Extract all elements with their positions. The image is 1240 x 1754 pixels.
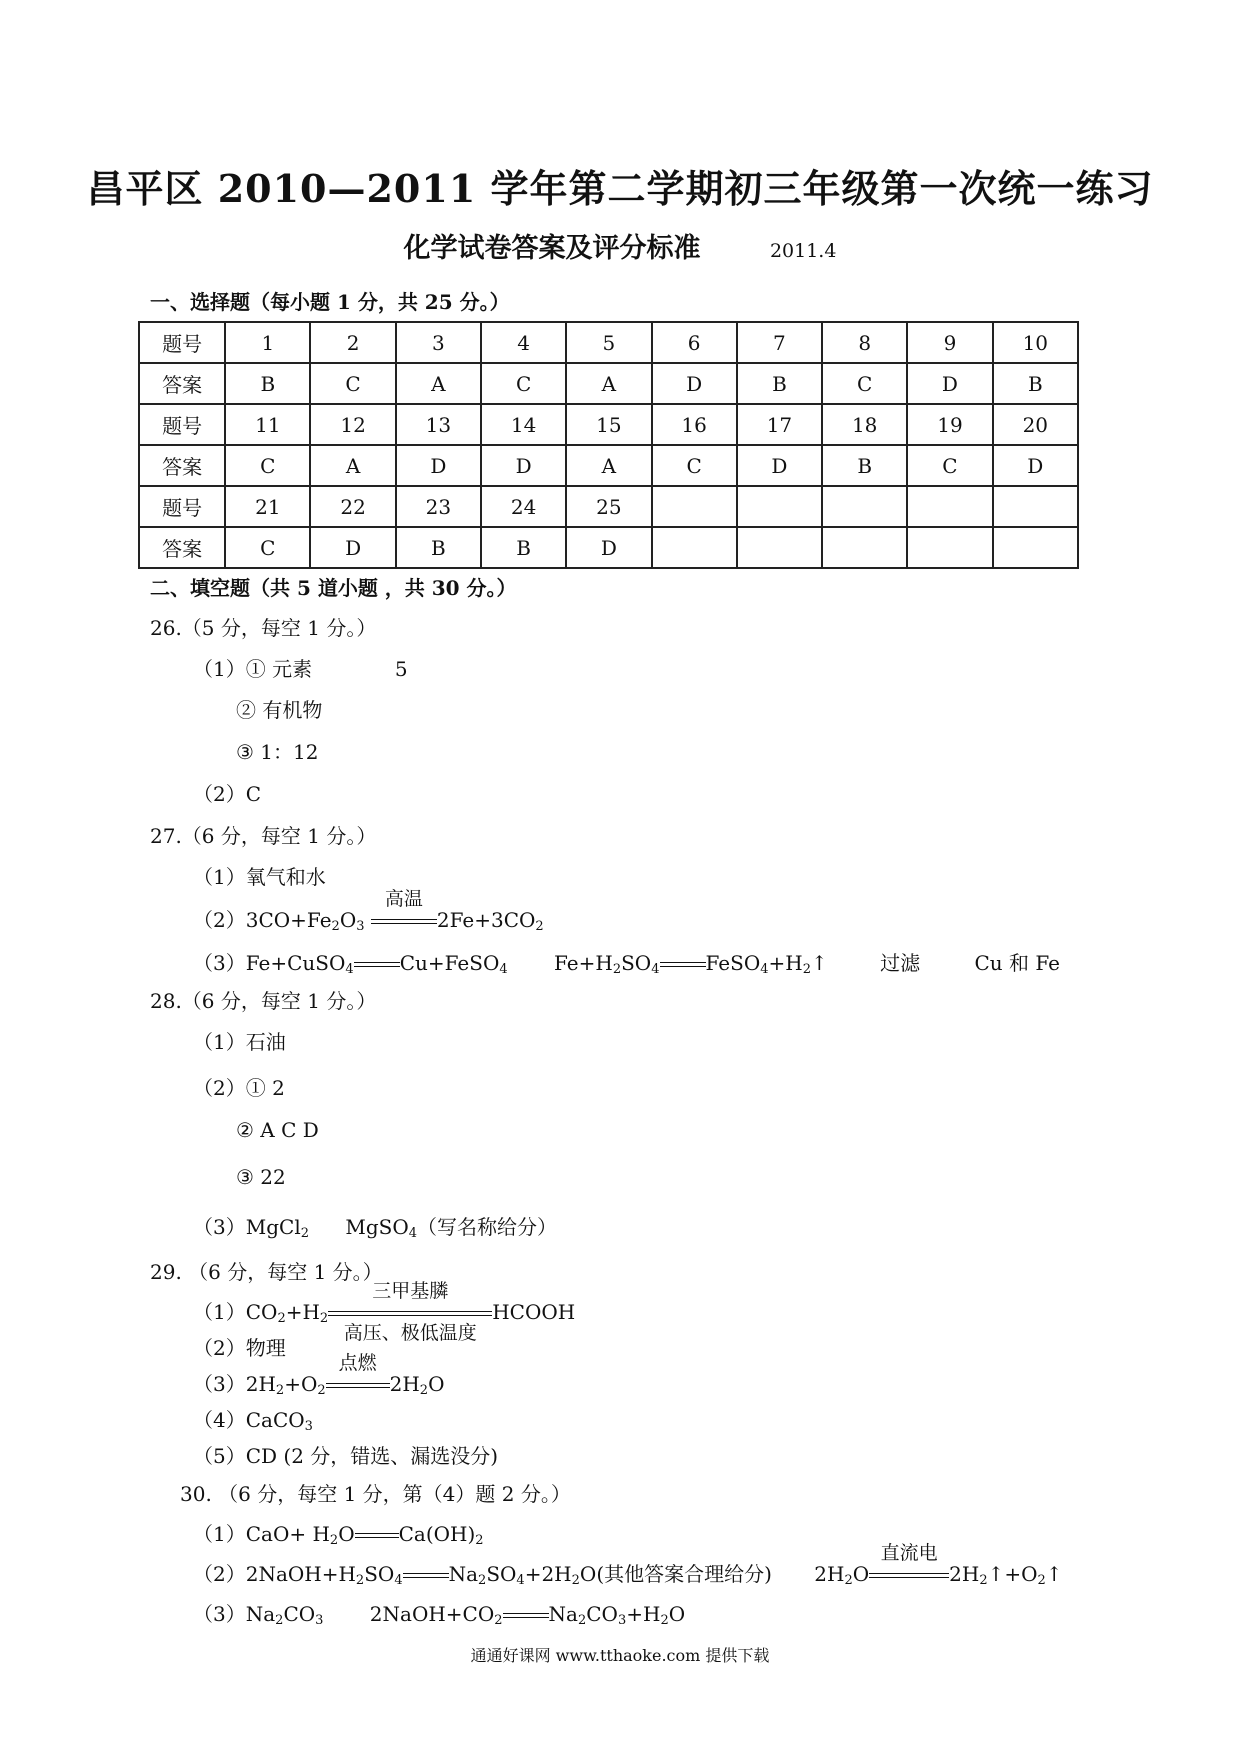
answer-cell: B <box>225 363 310 404</box>
condition-label: 高压、极低温度 <box>343 1322 477 1344</box>
reaction-condition: 直流电 <box>880 1542 938 1564</box>
answer-cell: A <box>310 445 395 486</box>
number-cell: 24 <box>481 486 566 527</box>
answer-cell: B <box>822 445 907 486</box>
subtitle-text: 化学试卷答案及评分标准 <box>403 233 701 264</box>
answer-cell: A <box>566 363 651 404</box>
number-cell: 6 <box>652 322 737 363</box>
q29-part4: （4）CaCO$_3$ <box>193 1408 313 1434</box>
q26-part1-value: 5 <box>394 657 408 681</box>
q27-part2-label: （2） <box>193 908 246 932</box>
answer-cell <box>652 527 737 568</box>
reaction-arrow <box>326 1352 390 1396</box>
number-cell: 10 <box>993 322 1078 363</box>
answer-cell: B <box>993 363 1078 404</box>
reaction-arrow <box>355 1522 399 1546</box>
number-cell: 9 <box>907 322 992 363</box>
table-row <box>139 527 1078 568</box>
q26-part1-label: （1）① 元素 <box>193 657 313 681</box>
q27-filter: 过滤 <box>880 951 921 975</box>
answer-cell: D <box>481 445 566 486</box>
footer-credit: 通通好课网 www.tthaoke.com 提供下载 <box>470 1646 770 1665</box>
answer-cell: C <box>822 363 907 404</box>
section-1-heading: 一、选择题（每小题 1 分，共 25 分。） <box>150 290 510 314</box>
number-cell: 4 <box>481 322 566 363</box>
q29-part3: $(3)2H_2+O_2$ 点燃 $2H_2O$ <box>193 1368 444 1398</box>
q29-part4-label: （4） <box>193 1408 246 1432</box>
number-row-label: 题号 <box>139 486 225 527</box>
number-cell <box>907 486 992 527</box>
table-row <box>139 445 1078 486</box>
number-row-label: 题号 <box>139 322 225 363</box>
q27-part3: （3）Fe+CuSO$_4$ Cu+FeSO$_4$ $Fe+H_2SO_4$ $FeSO_4+H_2↑$ 过滤 Cu 和 Fe <box>193 951 1060 977</box>
answer-row-label: 答案 <box>139 527 225 568</box>
q28-part2-b: ② A C D <box>236 1118 319 1142</box>
q30-part3: $(3)Na_2CO_3$ $2NaOH+CO_2$ $Na_2CO_3+H_2O$ <box>193 1602 686 1628</box>
answer-cell: D <box>652 363 737 404</box>
answer-cell: B <box>737 363 822 404</box>
page-title: 昌平区 2010—2011 学年第二学期初三年级第一次统一练习 <box>86 166 1154 211</box>
q29-part5: （5）CD (2 分，错选、漏选没分) <box>193 1444 499 1468</box>
q26-part1-c: ③ 1：12 <box>236 740 319 764</box>
number-cell: 13 <box>396 404 481 445</box>
q30-part1: $(1)CaO+ H_2O$ $Ca(OH)_2$ <box>193 1522 484 1548</box>
answer-cell: D <box>566 527 651 568</box>
q27-metals: Cu 和 Fe <box>974 951 1060 975</box>
number-cell: 3 <box>396 322 481 363</box>
number-cell: 16 <box>652 404 737 445</box>
catalyst-label: 三甲基膦 <box>372 1280 449 1302</box>
q26-part2: （2）C <box>193 782 262 806</box>
answer-cell <box>822 527 907 568</box>
reaction-arrow <box>869 1542 949 1586</box>
exam-date: 2011.4 <box>769 240 837 262</box>
answer-cell <box>737 527 822 568</box>
number-cell: 2 <box>310 322 395 363</box>
number-cell: 25 <box>566 486 651 527</box>
q26-heading: 26.（5 分，每空 1 分。） <box>150 616 377 640</box>
q27-part1: （1）氧气和水 <box>193 865 326 889</box>
number-row-label: 题号 <box>139 404 225 445</box>
number-cell: 5 <box>566 322 651 363</box>
answer-cell: D <box>993 445 1078 486</box>
number-cell: 19 <box>907 404 992 445</box>
reaction-arrow <box>354 951 400 975</box>
number-cell <box>822 486 907 527</box>
number-cell: 18 <box>822 404 907 445</box>
q28-part1: （1）石油 <box>193 1030 286 1054</box>
number-cell: 12 <box>310 404 395 445</box>
reaction-condition: 高温 <box>384 888 423 910</box>
number-cell: 15 <box>566 404 651 445</box>
number-cell: 22 <box>310 486 395 527</box>
q28-part3: （3）MgCl$_2$ MgSO$_4$（写名称给分） <box>193 1215 558 1241</box>
q30-heading: 30. （6 分，每空 1 分，第（4）题 2 分。） <box>180 1482 571 1506</box>
answer-cell: A <box>566 445 651 486</box>
q29-part1-label: （1） <box>193 1300 246 1324</box>
number-cell: 17 <box>737 404 822 445</box>
answer-cell <box>907 527 992 568</box>
q30-part3-label: （3） <box>193 1602 246 1626</box>
q26-part1-b: ② 有机物 <box>236 698 323 722</box>
reaction-arrow <box>503 1602 549 1626</box>
answer-cell: C <box>907 445 992 486</box>
answer-cell: D <box>907 363 992 404</box>
q30-part2-label: （2） <box>193 1562 246 1586</box>
q29-part2: （2）物理 <box>193 1336 286 1360</box>
q27-part2: $(2)3CO+Fe_2O_3$ 高温 $2Fe+3CO_2$ <box>193 904 544 934</box>
answer-cell: D <box>396 445 481 486</box>
q28-part2-c: ③ 22 <box>236 1165 286 1189</box>
q29-heading: 29. （6 分，每空 1 分。） <box>150 1260 383 1284</box>
reaction-arrow <box>403 1562 449 1586</box>
q27-part3-label: （3） <box>193 951 246 975</box>
q30-part2-note: (其他答案合理给分) <box>596 1562 772 1586</box>
reaction-arrow <box>371 888 437 932</box>
answer-row-label: 答案 <box>139 363 225 404</box>
number-cell <box>993 486 1078 527</box>
q29-part1: $(1)CO_2+H_2$ 三甲基膦 高压、极低温度 HCOOH <box>193 1296 575 1326</box>
answer-cell: C <box>310 363 395 404</box>
answer-cell: C <box>652 445 737 486</box>
answer-cell: B <box>481 527 566 568</box>
q28-part3-label: （3） <box>193 1215 246 1239</box>
table-row <box>139 322 1078 363</box>
number-cell: 11 <box>225 404 310 445</box>
number-cell: 8 <box>822 322 907 363</box>
answer-cell: C <box>225 527 310 568</box>
number-cell <box>652 486 737 527</box>
number-cell: 7 <box>737 322 822 363</box>
number-cell: 1 <box>225 322 310 363</box>
reaction-arrow <box>660 951 706 975</box>
answer-cell: B <box>396 527 481 568</box>
section-2-heading: 二、填空题（共 5 道小题 ，共 30 分。） <box>150 576 517 600</box>
q27-heading: 27.（6 分，每空 1 分。） <box>150 824 377 848</box>
answer-cell: D <box>737 445 822 486</box>
table-row <box>139 363 1078 404</box>
q29-part3-label: （3） <box>193 1372 246 1396</box>
page-subtitle <box>0 226 1240 265</box>
reaction-condition: 点燃 <box>338 1352 377 1374</box>
table-row <box>139 486 1078 527</box>
q30-part2: $(2)2NaOH+H_2SO_4$ $Na_2SO_4+2H_2O$(其他答案合理给分) $2H_2O$ 直流电 $2H_2↑+O_2↑$ <box>193 1558 1063 1588</box>
number-cell: 20 <box>993 404 1078 445</box>
answer-cell: C <box>225 445 310 486</box>
number-cell: 23 <box>396 486 481 527</box>
number-cell <box>737 486 822 527</box>
answer-row-label: 答案 <box>139 445 225 486</box>
answer-table <box>138 321 1079 569</box>
reaction-arrow <box>328 1280 492 1344</box>
number-cell: 21 <box>225 486 310 527</box>
q28-heading: 28.（6 分，每空 1 分。） <box>150 989 377 1013</box>
answer-cell <box>993 527 1078 568</box>
table-row <box>139 404 1078 445</box>
q30-part1-label: （1） <box>193 1522 246 1546</box>
number-cell: 14 <box>481 404 566 445</box>
answer-cell: C <box>481 363 566 404</box>
q28-part2-a: （2）① 2 <box>193 1076 285 1100</box>
answer-cell: D <box>310 527 395 568</box>
q26-part1 <box>193 653 408 682</box>
answer-cell: A <box>396 363 481 404</box>
q28-part3-note: （写名称给分） <box>417 1215 558 1239</box>
